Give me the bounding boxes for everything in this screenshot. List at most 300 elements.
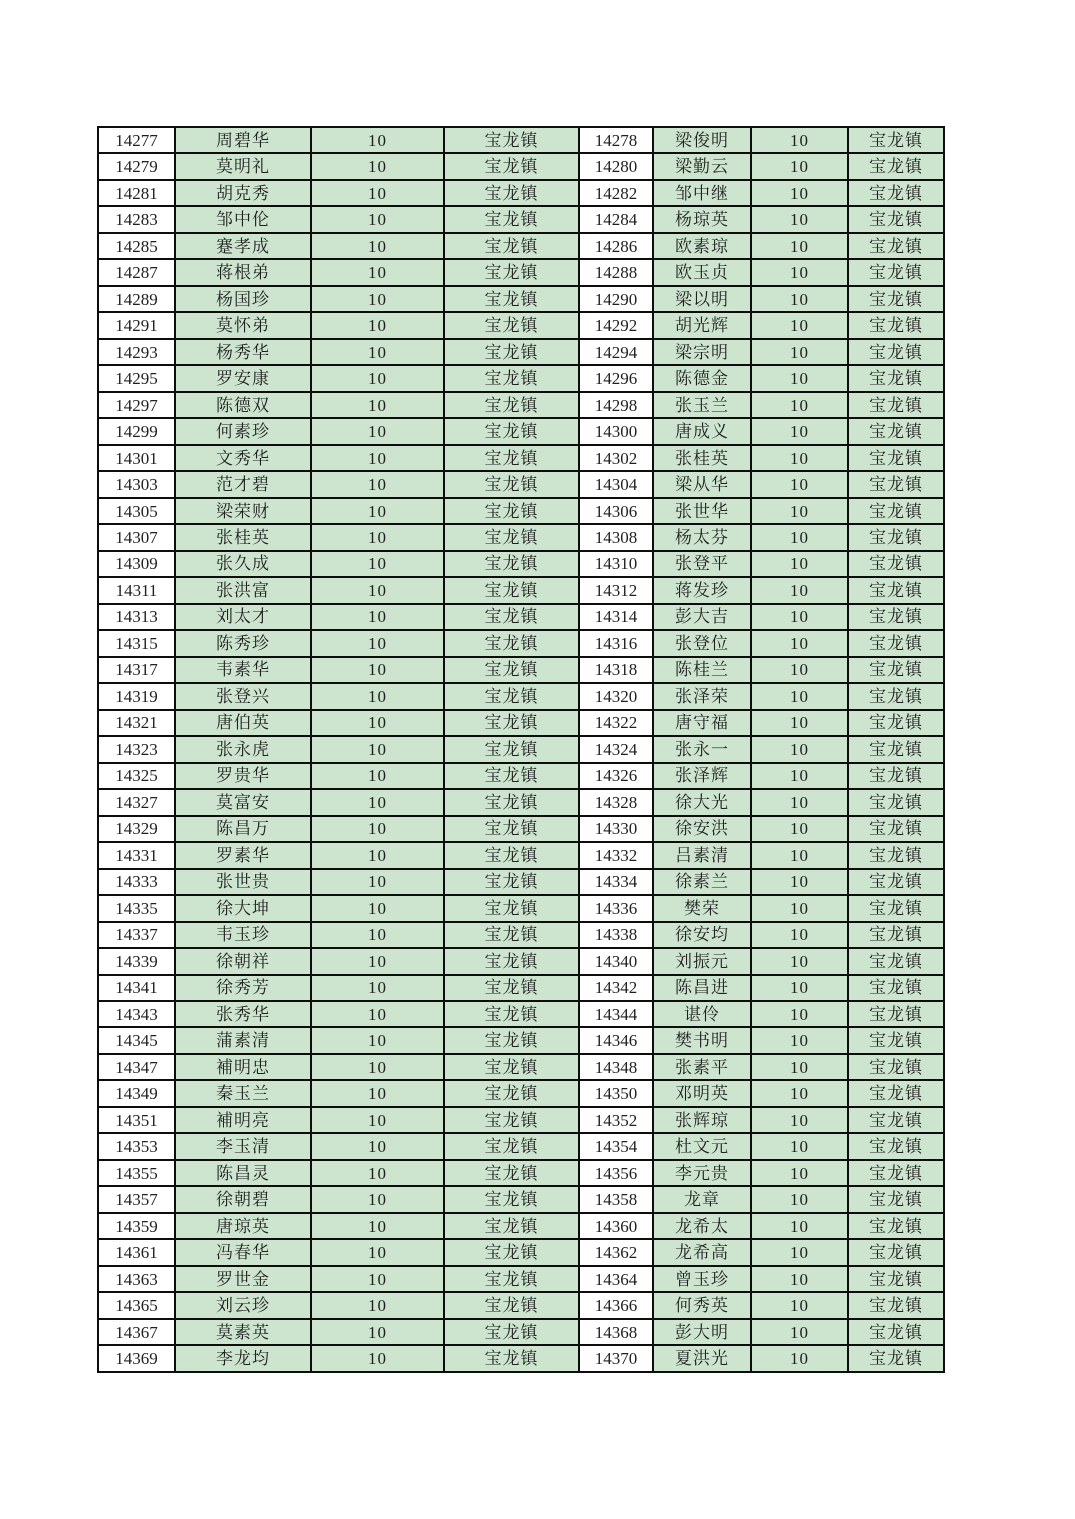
name-cell: 吕素清 [653, 842, 751, 868]
serial-cell: 14312 [579, 577, 653, 603]
town-cell: 宝龙镇 [848, 789, 944, 815]
table-row [98, 1345, 944, 1372]
serial-cell: 14306 [579, 498, 653, 524]
score-cell: 10 [311, 127, 444, 153]
serial-cell: 14329 [98, 816, 175, 842]
town-cell: 宝龙镇 [848, 683, 944, 709]
score-cell: 10 [751, 1080, 848, 1106]
name-cell: 范才碧 [175, 471, 311, 497]
serial-cell: 14335 [98, 895, 175, 921]
score-cell: 10 [751, 1054, 848, 1080]
name-cell: 樊书明 [653, 1027, 751, 1053]
table-row [98, 339, 944, 365]
town-cell: 宝龙镇 [848, 816, 944, 842]
table-row [98, 895, 944, 921]
name-cell: 刘太才 [175, 604, 311, 630]
score-cell: 10 [751, 471, 848, 497]
table-row [98, 445, 944, 471]
name-cell: 莫怀弟 [175, 312, 311, 338]
score-cell: 10 [751, 312, 848, 338]
serial-cell: 14315 [98, 630, 175, 656]
serial-cell: 14290 [579, 286, 653, 312]
score-cell: 10 [311, 657, 444, 683]
name-cell: 夏洪光 [653, 1345, 751, 1372]
serial-cell: 14345 [98, 1027, 175, 1053]
town-cell: 宝龙镇 [848, 233, 944, 259]
serial-cell: 14284 [579, 206, 653, 232]
score-cell: 10 [311, 259, 444, 285]
serial-cell: 14316 [579, 630, 653, 656]
name-cell: 蹇孝成 [175, 233, 311, 259]
roster-table-container [97, 126, 945, 1373]
score-cell: 10 [751, 206, 848, 232]
name-cell: 曾玉珍 [653, 1266, 751, 1292]
town-cell: 宝龙镇 [848, 736, 944, 762]
name-cell: 罗世金 [175, 1266, 311, 1292]
name-cell: 梁俊明 [653, 127, 751, 153]
name-cell: 张久成 [175, 551, 311, 577]
town-cell: 宝龙镇 [848, 630, 944, 656]
score-cell: 10 [751, 789, 848, 815]
town-cell: 宝龙镇 [444, 789, 579, 815]
score-cell: 10 [751, 869, 848, 895]
serial-cell: 14319 [98, 683, 175, 709]
town-cell: 宝龙镇 [444, 895, 579, 921]
name-cell: 张世贵 [175, 869, 311, 895]
town-cell: 宝龙镇 [848, 1213, 944, 1239]
serial-cell: 14309 [98, 551, 175, 577]
name-cell: 蒲素清 [175, 1027, 311, 1053]
score-cell: 10 [751, 975, 848, 1001]
table-row [98, 233, 944, 259]
table-row [98, 153, 944, 179]
name-cell: 何秀英 [653, 1292, 751, 1318]
score-cell: 10 [311, 789, 444, 815]
score-cell: 10 [751, 1213, 848, 1239]
name-cell: 胡克秀 [175, 180, 311, 206]
town-cell: 宝龙镇 [444, 1080, 579, 1106]
name-cell: 徐素兰 [653, 869, 751, 895]
town-cell: 宝龙镇 [848, 180, 944, 206]
name-cell: 梁以明 [653, 286, 751, 312]
serial-cell: 14324 [579, 736, 653, 762]
town-cell: 宝龙镇 [848, 948, 944, 974]
score-cell: 10 [311, 1239, 444, 1265]
table-row [98, 206, 944, 232]
name-cell: 唐守福 [653, 710, 751, 736]
score-cell: 10 [311, 630, 444, 656]
serial-cell: 14279 [98, 153, 175, 179]
name-cell: 杨国珍 [175, 286, 311, 312]
serial-cell: 14366 [579, 1292, 653, 1318]
name-cell: 龙希高 [653, 1239, 751, 1265]
serial-cell: 14343 [98, 1001, 175, 1027]
name-cell: 龙希太 [653, 1213, 751, 1239]
table-row [98, 922, 944, 948]
name-cell: 谌伶 [653, 1001, 751, 1027]
table-row [98, 551, 944, 577]
town-cell: 宝龙镇 [848, 1107, 944, 1133]
score-cell: 10 [751, 710, 848, 736]
name-cell: 罗素华 [175, 842, 311, 868]
town-cell: 宝龙镇 [848, 1054, 944, 1080]
table-row [98, 657, 944, 683]
table-row [98, 524, 944, 550]
name-cell: 邹中继 [653, 180, 751, 206]
table-row [98, 869, 944, 895]
name-cell: 彭大吉 [653, 604, 751, 630]
name-cell: 张登兴 [175, 683, 311, 709]
name-cell: 陈昌灵 [175, 1160, 311, 1186]
table-row [98, 763, 944, 789]
name-cell: 徐朝碧 [175, 1186, 311, 1212]
score-cell: 10 [311, 233, 444, 259]
serial-cell: 14294 [579, 339, 653, 365]
serial-cell: 14367 [98, 1319, 175, 1345]
table-row [98, 1213, 944, 1239]
name-cell: 张泽荣 [653, 683, 751, 709]
town-cell: 宝龙镇 [848, 1239, 944, 1265]
name-cell: 陈昌万 [175, 816, 311, 842]
serial-cell: 14314 [579, 604, 653, 630]
score-cell: 10 [311, 1133, 444, 1159]
name-cell: 陈德双 [175, 392, 311, 418]
score-cell: 10 [311, 445, 444, 471]
town-cell: 宝龙镇 [848, 418, 944, 444]
serial-cell: 14311 [98, 577, 175, 603]
score-cell: 10 [311, 1001, 444, 1027]
score-cell: 10 [311, 1027, 444, 1053]
score-cell: 10 [311, 180, 444, 206]
name-cell: 邹中伦 [175, 206, 311, 232]
score-cell: 10 [751, 1292, 848, 1318]
serial-cell: 14320 [579, 683, 653, 709]
score-cell: 10 [311, 895, 444, 921]
town-cell: 宝龙镇 [444, 657, 579, 683]
table-row [98, 630, 944, 656]
score-cell: 10 [311, 1107, 444, 1133]
score-cell: 10 [751, 1266, 848, 1292]
name-cell: 蒋发珍 [653, 577, 751, 603]
name-cell: 张永虎 [175, 736, 311, 762]
score-cell: 10 [751, 922, 848, 948]
score-cell: 10 [311, 392, 444, 418]
score-cell: 10 [311, 577, 444, 603]
table-row [98, 604, 944, 630]
score-cell: 10 [751, 259, 848, 285]
town-cell: 宝龙镇 [848, 1080, 944, 1106]
name-cell: 梁勤云 [653, 153, 751, 179]
score-cell: 10 [311, 922, 444, 948]
serial-cell: 14282 [579, 180, 653, 206]
serial-cell: 14331 [98, 842, 175, 868]
table-row [98, 286, 944, 312]
score-cell: 10 [751, 1160, 848, 1186]
serial-cell: 14358 [579, 1186, 653, 1212]
score-cell: 10 [751, 1027, 848, 1053]
serial-cell: 14360 [579, 1213, 653, 1239]
name-cell: 補明亮 [175, 1107, 311, 1133]
table-row [98, 1107, 944, 1133]
name-cell: 邓明英 [653, 1080, 751, 1106]
town-cell: 宝龙镇 [444, 418, 579, 444]
table-row [98, 736, 944, 762]
name-cell: 张登位 [653, 630, 751, 656]
name-cell: 莫素英 [175, 1319, 311, 1345]
name-cell: 文秀华 [175, 445, 311, 471]
name-cell: 韦玉珍 [175, 922, 311, 948]
score-cell: 10 [751, 1319, 848, 1345]
name-cell: 徐安洪 [653, 816, 751, 842]
town-cell: 宝龙镇 [444, 630, 579, 656]
serial-cell: 14340 [579, 948, 653, 974]
name-cell: 何素珍 [175, 418, 311, 444]
serial-cell: 14341 [98, 975, 175, 1001]
serial-cell: 14337 [98, 922, 175, 948]
serial-cell: 14295 [98, 365, 175, 391]
town-cell: 宝龙镇 [444, 498, 579, 524]
table-row [98, 471, 944, 497]
serial-cell: 14307 [98, 524, 175, 550]
town-cell: 宝龙镇 [444, 975, 579, 1001]
town-cell: 宝龙镇 [848, 577, 944, 603]
table-row [98, 1080, 944, 1106]
name-cell: 陈桂兰 [653, 657, 751, 683]
name-cell: 韦素华 [175, 657, 311, 683]
score-cell: 10 [311, 312, 444, 338]
table-row [98, 789, 944, 815]
score-cell: 10 [751, 1186, 848, 1212]
town-cell: 宝龙镇 [444, 551, 579, 577]
score-cell: 10 [751, 551, 848, 577]
town-cell: 宝龙镇 [848, 339, 944, 365]
score-cell: 10 [311, 1160, 444, 1186]
serial-cell: 14301 [98, 445, 175, 471]
serial-cell: 14370 [579, 1345, 653, 1372]
table-row [98, 1027, 944, 1053]
town-cell: 宝龙镇 [848, 127, 944, 153]
name-cell: 刘云珍 [175, 1292, 311, 1318]
serial-cell: 14297 [98, 392, 175, 418]
score-cell: 10 [751, 948, 848, 974]
serial-cell: 14348 [579, 1054, 653, 1080]
table-row [98, 418, 944, 444]
town-cell: 宝龙镇 [444, 339, 579, 365]
town-cell: 宝龙镇 [444, 312, 579, 338]
town-cell: 宝龙镇 [848, 1186, 944, 1212]
serial-cell: 14350 [579, 1080, 653, 1106]
town-cell: 宝龙镇 [444, 1292, 579, 1318]
town-cell: 宝龙镇 [444, 365, 579, 391]
serial-cell: 14344 [579, 1001, 653, 1027]
town-cell: 宝龙镇 [848, 1345, 944, 1372]
name-cell: 唐琼英 [175, 1213, 311, 1239]
score-cell: 10 [751, 233, 848, 259]
score-cell: 10 [751, 683, 848, 709]
town-cell: 宝龙镇 [444, 1213, 579, 1239]
serial-cell: 14317 [98, 657, 175, 683]
name-cell: 莫明礼 [175, 153, 311, 179]
serial-cell: 14351 [98, 1107, 175, 1133]
table-row [98, 1186, 944, 1212]
name-cell: 杜文元 [653, 1133, 751, 1159]
serial-cell: 14288 [579, 259, 653, 285]
name-cell: 欧玉贞 [653, 259, 751, 285]
name-cell: 陈昌进 [653, 975, 751, 1001]
score-cell: 10 [751, 630, 848, 656]
town-cell: 宝龙镇 [848, 604, 944, 630]
score-cell: 10 [751, 763, 848, 789]
score-cell: 10 [311, 471, 444, 497]
serial-cell: 14280 [579, 153, 653, 179]
town-cell: 宝龙镇 [848, 471, 944, 497]
roster-table [97, 126, 945, 1373]
serial-cell: 14310 [579, 551, 653, 577]
name-cell: 杨太芬 [653, 524, 751, 550]
score-cell: 10 [311, 1266, 444, 1292]
score-cell: 10 [751, 127, 848, 153]
town-cell: 宝龙镇 [848, 1160, 944, 1186]
serial-cell: 14357 [98, 1186, 175, 1212]
serial-cell: 14291 [98, 312, 175, 338]
name-cell: 梁荣财 [175, 498, 311, 524]
table-row [98, 816, 944, 842]
name-cell: 李玉清 [175, 1133, 311, 1159]
serial-cell: 14321 [98, 710, 175, 736]
score-cell: 10 [311, 1213, 444, 1239]
name-cell: 樊荣 [653, 895, 751, 921]
serial-cell: 14332 [579, 842, 653, 868]
score-cell: 10 [751, 1133, 848, 1159]
serial-cell: 14318 [579, 657, 653, 683]
score-cell: 10 [311, 1054, 444, 1080]
town-cell: 宝龙镇 [444, 1239, 579, 1265]
serial-cell: 14281 [98, 180, 175, 206]
town-cell: 宝龙镇 [848, 1292, 944, 1318]
serial-cell: 14361 [98, 1239, 175, 1265]
name-cell: 冯春华 [175, 1239, 311, 1265]
score-cell: 10 [311, 286, 444, 312]
town-cell: 宝龙镇 [444, 180, 579, 206]
town-cell: 宝龙镇 [848, 710, 944, 736]
town-cell: 宝龙镇 [444, 259, 579, 285]
town-cell: 宝龙镇 [848, 895, 944, 921]
score-cell: 10 [751, 657, 848, 683]
town-cell: 宝龙镇 [848, 975, 944, 1001]
serial-cell: 14296 [579, 365, 653, 391]
serial-cell: 14327 [98, 789, 175, 815]
serial-cell: 14304 [579, 471, 653, 497]
serial-cell: 14298 [579, 392, 653, 418]
score-cell: 10 [751, 286, 848, 312]
serial-cell: 14328 [579, 789, 653, 815]
name-cell: 杨琼英 [653, 206, 751, 232]
name-cell: 唐伯英 [175, 710, 311, 736]
serial-cell: 14356 [579, 1160, 653, 1186]
name-cell: 徐大光 [653, 789, 751, 815]
town-cell: 宝龙镇 [444, 710, 579, 736]
score-cell: 10 [751, 1001, 848, 1027]
name-cell: 张世华 [653, 498, 751, 524]
score-cell: 10 [311, 1292, 444, 1318]
town-cell: 宝龙镇 [444, 683, 579, 709]
serial-cell: 14299 [98, 418, 175, 444]
table-row [98, 1319, 944, 1345]
name-cell: 张辉琼 [653, 1107, 751, 1133]
town-cell: 宝龙镇 [444, 1160, 579, 1186]
town-cell: 宝龙镇 [444, 153, 579, 179]
town-cell: 宝龙镇 [444, 763, 579, 789]
town-cell: 宝龙镇 [444, 1054, 579, 1080]
town-cell: 宝龙镇 [444, 948, 579, 974]
name-cell: 莫富安 [175, 789, 311, 815]
town-cell: 宝龙镇 [444, 869, 579, 895]
town-cell: 宝龙镇 [444, 127, 579, 153]
serial-cell: 14339 [98, 948, 175, 974]
serial-cell: 14300 [579, 418, 653, 444]
name-cell: 张永一 [653, 736, 751, 762]
town-cell: 宝龙镇 [444, 233, 579, 259]
serial-cell: 14285 [98, 233, 175, 259]
table-row [98, 683, 944, 709]
serial-cell: 14368 [579, 1319, 653, 1345]
town-cell: 宝龙镇 [848, 365, 944, 391]
town-cell: 宝龙镇 [444, 922, 579, 948]
name-cell: 陈秀珍 [175, 630, 311, 656]
score-cell: 10 [751, 1107, 848, 1133]
town-cell: 宝龙镇 [848, 259, 944, 285]
serial-cell: 14365 [98, 1292, 175, 1318]
score-cell: 10 [311, 365, 444, 391]
score-cell: 10 [751, 180, 848, 206]
table-row [98, 127, 944, 153]
serial-cell: 14283 [98, 206, 175, 232]
town-cell: 宝龙镇 [444, 577, 579, 603]
score-cell: 10 [311, 1345, 444, 1372]
town-cell: 宝龙镇 [444, 445, 579, 471]
town-cell: 宝龙镇 [848, 1001, 944, 1027]
serial-cell: 14305 [98, 498, 175, 524]
town-cell: 宝龙镇 [848, 206, 944, 232]
serial-cell: 14330 [579, 816, 653, 842]
town-cell: 宝龙镇 [848, 498, 944, 524]
score-cell: 10 [751, 339, 848, 365]
town-cell: 宝龙镇 [848, 286, 944, 312]
name-cell: 補明忠 [175, 1054, 311, 1080]
score-cell: 10 [311, 1080, 444, 1106]
name-cell: 陈德金 [653, 365, 751, 391]
town-cell: 宝龙镇 [444, 471, 579, 497]
town-cell: 宝龙镇 [444, 392, 579, 418]
score-cell: 10 [751, 604, 848, 630]
serial-cell: 14354 [579, 1133, 653, 1159]
table-row [98, 1054, 944, 1080]
score-cell: 10 [751, 498, 848, 524]
town-cell: 宝龙镇 [848, 1133, 944, 1159]
score-cell: 10 [751, 524, 848, 550]
table-row [98, 1292, 944, 1318]
name-cell: 徐朝祥 [175, 948, 311, 974]
score-cell: 10 [751, 736, 848, 762]
name-cell: 欧素琼 [653, 233, 751, 259]
serial-cell: 14342 [579, 975, 653, 1001]
name-cell: 彭大明 [653, 1319, 751, 1345]
score-cell: 10 [311, 683, 444, 709]
serial-cell: 14325 [98, 763, 175, 789]
score-cell: 10 [751, 153, 848, 179]
name-cell: 徐秀芳 [175, 975, 311, 1001]
name-cell: 张玉兰 [653, 392, 751, 418]
